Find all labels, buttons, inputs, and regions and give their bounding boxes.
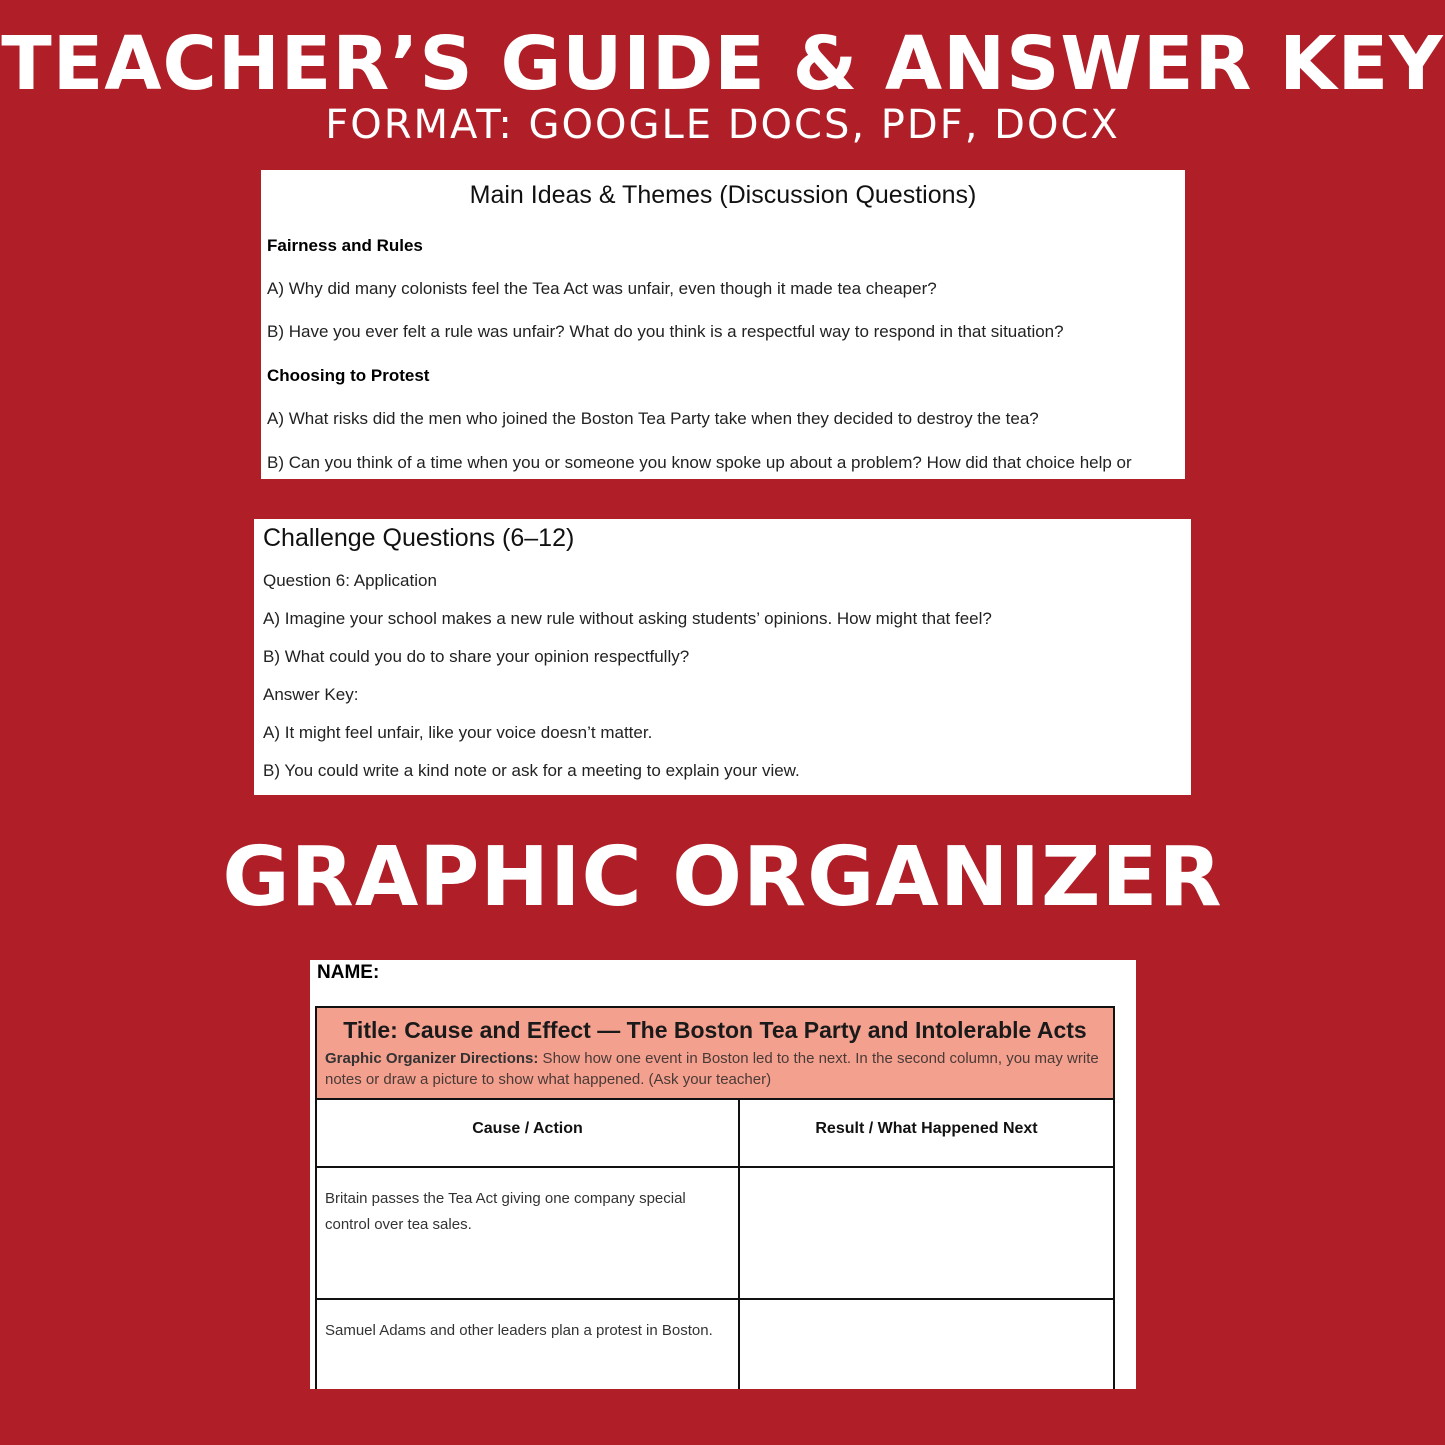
section-heading: Choosing to Protest	[267, 366, 430, 385]
challenge-title: Challenge Questions (6–12)	[263, 524, 575, 552]
challenge-line: Answer Key:	[263, 685, 359, 704]
main-ideas-panel	[261, 170, 1185, 479]
organizer-title: Title: Cause and Effect — The Boston Tea Party and Intolerable Acts	[343, 1017, 1087, 1043]
graphic-organizer-heading: GRAPHIC ORGANIZER	[222, 830, 1223, 925]
organizer-header	[315, 1006, 1115, 1100]
organizer-directions	[325, 1048, 1109, 1090]
cause-cell-text: Samuel Adams and other leaders plan a protest in Boston.	[325, 1322, 713, 1339]
question-line: A) What risks did the men who joined the Boston Tea Party take when they decided to destroy the tea?	[267, 409, 1039, 428]
column-header-cause	[315, 1098, 738, 1168]
question-line: A) Why did many colonists feel the Tea Act was unfair, even though it made tea cheaper?	[267, 279, 937, 298]
table-row	[315, 1300, 738, 1389]
result-cell[interactable]	[738, 1168, 1115, 1300]
cause-cell-text: Britain passes the Tea Act giving one company special control over tea sales.	[325, 1190, 686, 1233]
question-line: B) Can you think of a time when you or someone you know spoke up about a problem? How did that choice help or	[267, 453, 1132, 472]
table-row	[315, 1168, 738, 1300]
directions-text: Show how one event in Boston led to the next. In the second column, you may write notes or draw a picture to show what happened. (Ask your teacher)	[325, 1050, 1099, 1088]
column-header-label: Cause / Action	[472, 1120, 583, 1137]
challenge-line: A) Imagine your school makes a new rule without asking students’ opinions. How might that feel?	[263, 609, 992, 628]
challenge-line: B) You could write a kind note or ask for a meeting to explain your view.	[263, 761, 800, 780]
section-heading: Fairness and Rules	[267, 236, 423, 255]
organizer-table	[315, 1006, 1113, 1389]
name-label: NAME:	[317, 962, 380, 983]
page-title: TEACHER’S GUIDE & ANSWER KEY	[1, 21, 1444, 107]
challenge-panel	[254, 519, 1191, 795]
column-header-result	[738, 1098, 1115, 1168]
question-line: B) Have you ever felt a rule was unfair? What do you think is a respectful way to respond in that situation?	[267, 322, 1064, 341]
column-header-label: Result / What Happened Next	[815, 1120, 1038, 1137]
main-ideas-title: Main Ideas & Themes (Discussion Questions)	[469, 181, 977, 209]
format-subtitle: FORMAT: GOOGLE DOCS, PDF, DOCX	[325, 102, 1120, 148]
challenge-line: B) What could you do to share your opinion respectfully?	[263, 647, 690, 666]
directions-label: Graphic Organizer Directions:	[325, 1050, 539, 1067]
graphic-organizer-panel	[310, 960, 1136, 1389]
challenge-line: A) It might feel unfair, like your voice doesn’t matter.	[263, 723, 653, 742]
result-cell[interactable]	[738, 1300, 1115, 1389]
challenge-line: Question 6: Application	[263, 571, 437, 590]
